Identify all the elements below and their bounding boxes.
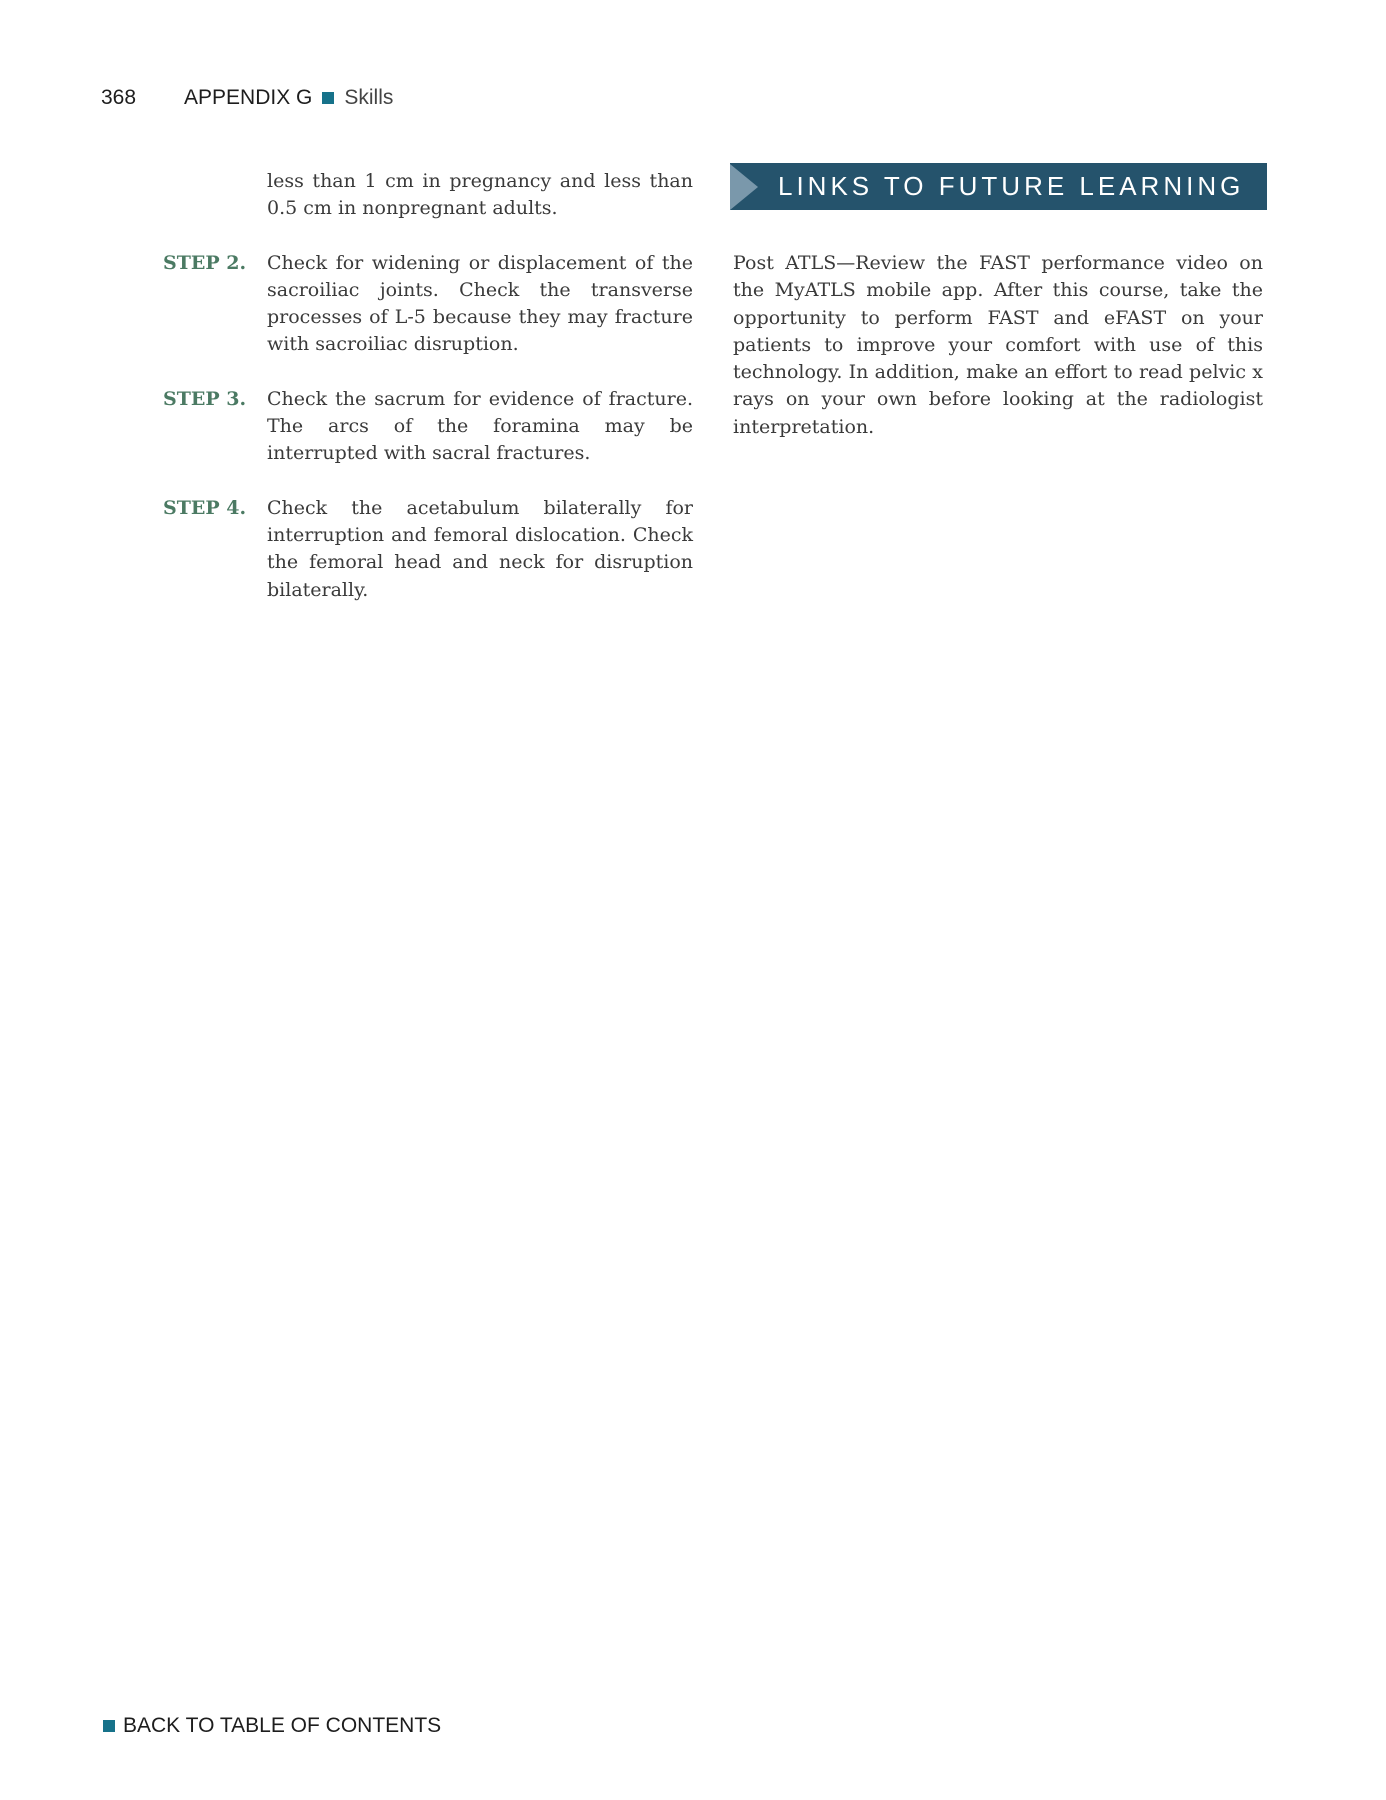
- step-text: Check for widening or displacement of the sacroiliac joints. Check the transverse processes of L-5 because they may fracture with sacroiliac disruption.: [267, 251, 693, 356]
- step-label: STEP 4.: [163, 496, 247, 519]
- step-item: [163, 495, 693, 604]
- running-header: [101, 86, 393, 110]
- subsection-title: Skills: [344, 86, 394, 109]
- step-label: STEP 3.: [163, 387, 247, 410]
- square-bullet-icon: [103, 1720, 115, 1732]
- step-label: STEP 2.: [163, 251, 247, 274]
- step-item: [163, 250, 693, 359]
- step-item: [163, 386, 693, 468]
- square-bullet-icon: [322, 92, 334, 104]
- arrow-icon: [730, 164, 758, 210]
- page-number: 368: [101, 86, 137, 109]
- intro-text: less than 1 cm in pregnancy and less than 0.5 cm in nonpregnant adults.: [267, 170, 693, 220]
- step-text: Check the sacrum for evidence of fracture. The arcs of the foramina may be interrupted with sacral fractures.: [267, 387, 693, 465]
- links-body: Post ATLS—Review the FAST performance video on the MyATLS mobile app. After this course, take the opportunity to perform FAST and eFAST on your patients to improve your comfort with use of this technology. In addition, make an effort to read pelvic x rays on your own before looking at the radiologist interpretation.: [733, 252, 1263, 438]
- links-banner: [730, 163, 1267, 210]
- step-text: Check the acetabulum bilaterally for interruption and femoral dislocation. Check the femoral head and neck for disruption bilaterally.: [267, 496, 693, 601]
- left-column: [163, 168, 693, 604]
- banner-title: LINKS TO FUTURE LEARNING: [778, 171, 1245, 201]
- back-to-toc-label[interactable]: BACK TO TABLE OF CONTENTS: [123, 1714, 442, 1737]
- section-title: APPENDIX G: [184, 86, 313, 109]
- back-to-toc-link[interactable]: [103, 1714, 441, 1738]
